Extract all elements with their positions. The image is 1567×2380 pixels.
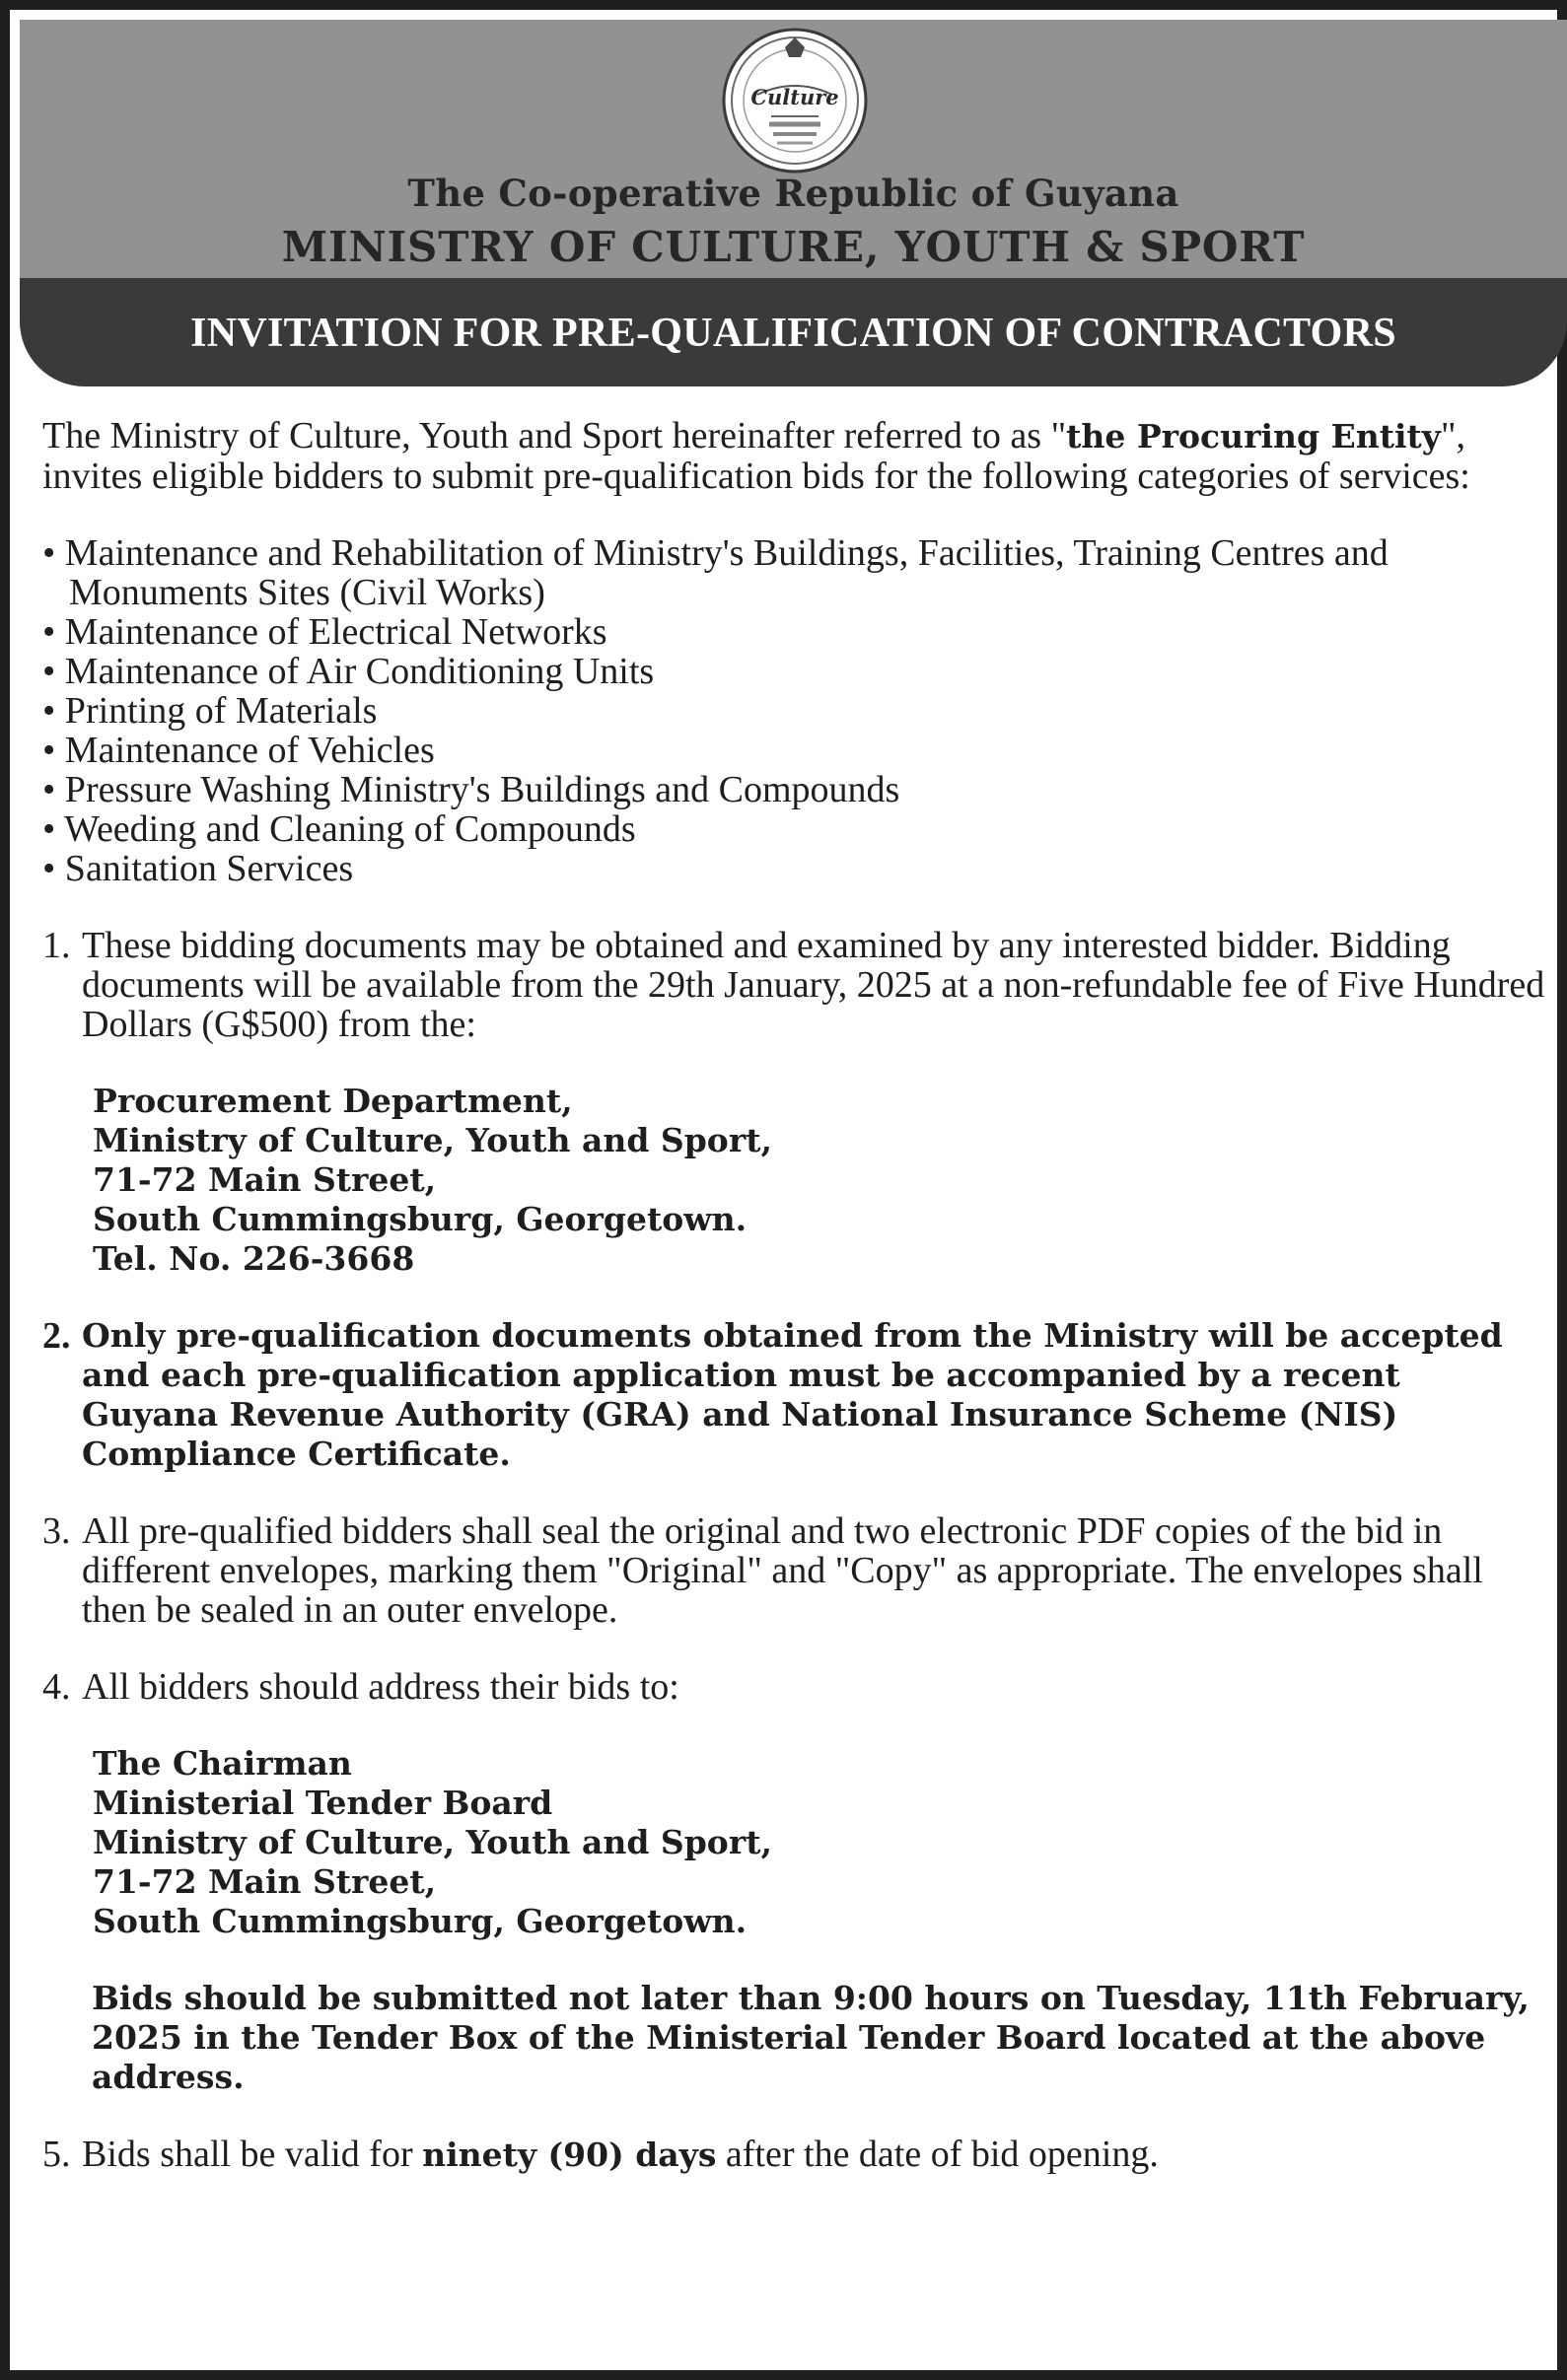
validity-text-start: Bids shall be valid for [82,2134,423,2175]
clause-5 [42,2135,1546,2175]
clause-1 [42,926,1546,1044]
intro-text-end: ", invites eligible bidders to submit pre-qualification bids for the following categories of services: [42,415,1470,497]
address-line: Procurement Department, [93,1082,573,1120]
seal-text: Culture [750,85,839,109]
procurement-address [93,1082,1546,1279]
clause-number: 4. [42,1666,71,1708]
address-line: Ministry of Culture, Youth and Sport, [93,1823,772,1861]
clause-text: These bidding documents may be obtained and examined by any interested bidder. Bidding documents will be available from the 29th January, 2025 at a non-refundable fee of Five Hundred Dollars (G$500) from the: [82,925,1545,1045]
ministry-seal-icon [712,26,878,174]
address-line: The Chairman [93,1744,352,1783]
clause-text [82,2135,1546,2175]
services-list [42,533,1546,888]
country-name: The Co-operative Republic of Guyana [407,172,1179,215]
intro-paragraph [42,416,1546,496]
clause-number: 5. [42,2134,71,2175]
notice-body [42,416,1546,2175]
address-line: South Cummingsburg, Georgetown. [93,1200,748,1238]
list-item: • Weeding and Cleaning of Compounds [42,808,636,850]
clause-text: All pre-qualified bidders shall seal the original and two electronic PDF copies of the bid in different envelopes, marking them "Original" and "Copy" as appropriate. The envelopes shall then be sealed in an outer envelope. [82,1510,1483,1631]
list-item: • Maintenance of Electrical Networks [42,611,607,653]
validity-text-end: after the date of bid opening. [716,2134,1159,2175]
clause-number: 2. [42,1315,71,1357]
address-line: 71-72 Main Street, [93,1862,437,1901]
list-item: • Maintenance of Vehicles [42,730,435,771]
address-line: Ministry of Culture, Youth and Sport, [93,1121,772,1159]
list-item: • Printing of Materials [42,690,378,732]
clause-text: Only pre-qualification documents obtained from the Ministry will be accepted and each pre-qualification application must be accompanied by a recent Guyana Revenue Authority (GRA) and National Insurance Scheme (NIS) Compliance Certificate. [82,1316,1503,1473]
procuring-entity-term: the Procuring Entity [1066,417,1441,455]
address-line: 71-72 Main Street, [93,1160,437,1199]
list-item: • Maintenance of Air Conditioning Units [42,651,655,692]
intro-text-start: The Ministry of Culture, Youth and Sport hereinafter referred to as " [42,415,1067,456]
clause-2 [42,1316,1546,1474]
clause-text: All bidders should address their bids to: [82,1666,679,1708]
list-item: • Pressure Washing Ministry's Buildings and Compounds [42,769,900,810]
list-item: • Maintenance and Rehabilitation of Ministry's Buildings, Facilities, Training Centres and Monuments Sites (Civil Works) [42,532,1389,613]
clause-number: 1. [42,925,71,966]
address-line: South Cummingsburg, Georgetown. [93,1902,748,1940]
list-item: • Sanitation Services [42,848,354,889]
title-banner [20,278,1567,386]
header [20,20,1567,278]
tender-board-address [93,1744,1546,1941]
notice-title: INVITATION FOR PRE-QUALIFICATION OF CONTRACTORS [190,311,1396,356]
address-line: Ministerial Tender Board [93,1784,553,1822]
clause-3 [42,1511,1546,1630]
clause-4 [42,1667,1546,1707]
clause-number: 3. [42,1510,71,1552]
submission-deadline: Bids should be submitted not later than 9:00 hours on Tuesday, 11th February, 2025 in the Tender Box of the Ministerial Tender Board located at the above address. [92,1979,1530,2096]
address-line: Tel. No. 226-3668 [93,1239,415,1278]
validity-period: ninety (90) days [422,2135,717,2174]
ministry-name: MINISTRY OF CULTURE, YOUTH & SPORT [281,223,1306,271]
